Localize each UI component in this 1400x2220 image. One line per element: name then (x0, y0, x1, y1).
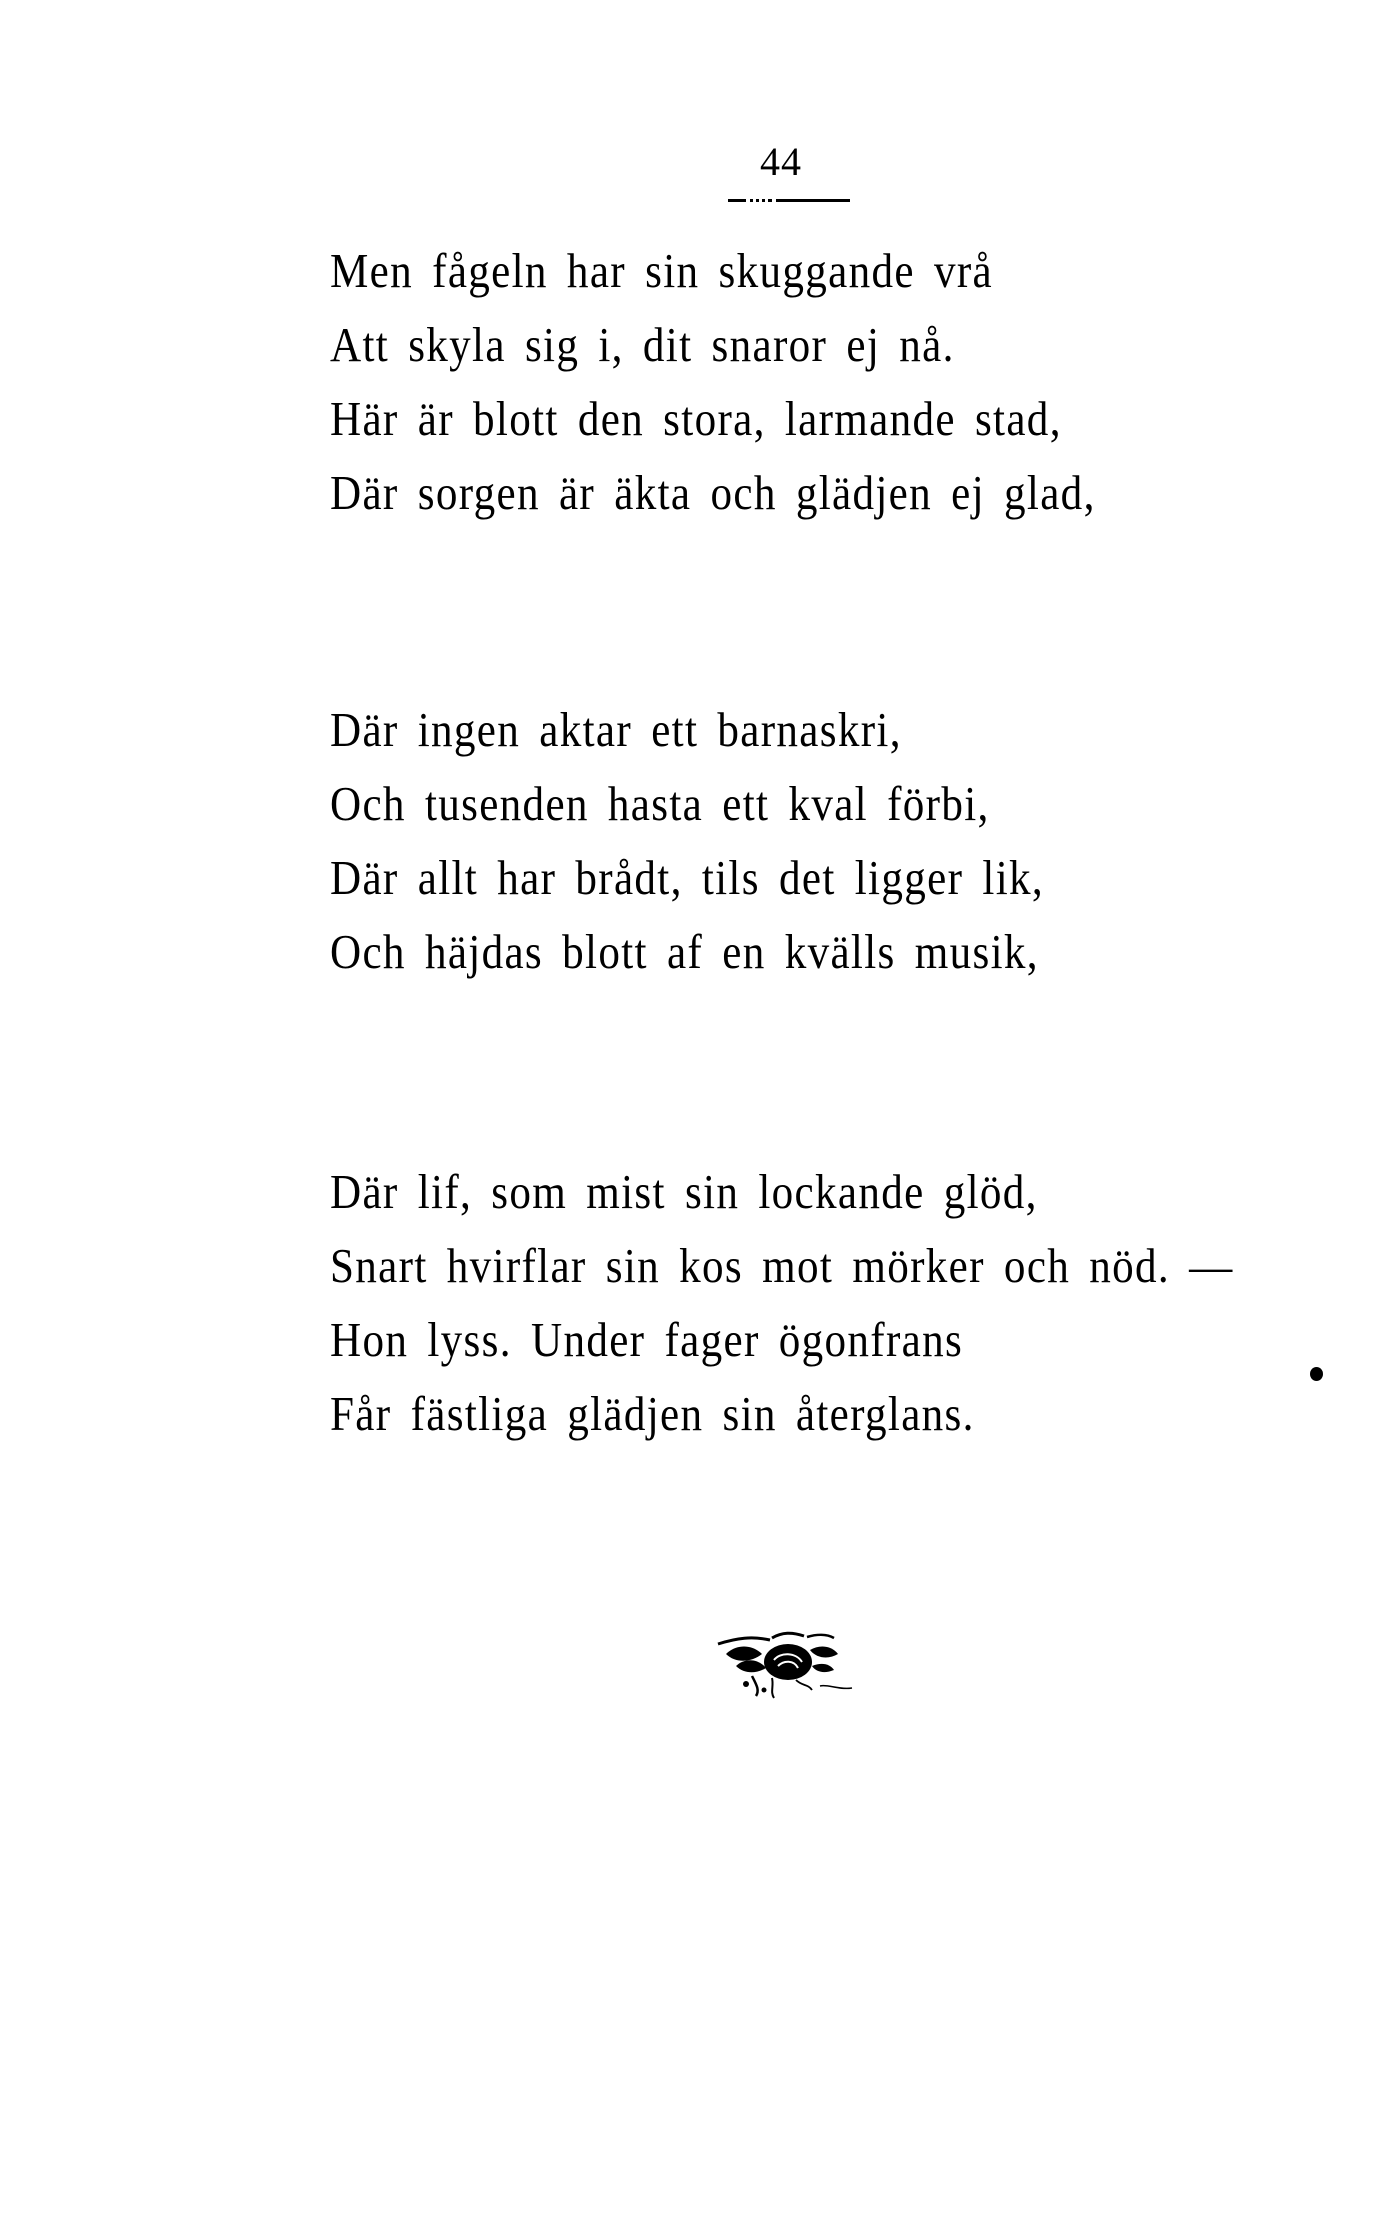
poem-line: Att skyla sig i, dit snaror ej nå. (330, 317, 955, 372)
poem-line: Och tusenden hasta ett kval förbi, (330, 776, 990, 831)
poem-line: Där ingen aktar ett barnaskri, (330, 702, 902, 757)
poem-line: Där allt har brådt, tils det ligger lik, (330, 850, 1044, 905)
floral-vignette-icon (712, 1620, 862, 1700)
poem-line: Men fågeln har sin skuggande vrå (330, 243, 993, 298)
page-number-rule (728, 199, 850, 202)
poem-line: Där lif, som mist sin lockande glöd, (330, 1164, 1038, 1219)
stanza-2 (330, 693, 1141, 989)
poem-line: Snart hvirflar sin kos mot mörker och nöd. — (330, 1238, 1234, 1293)
poem-line: Får fästliga glädjen sin återglans. (330, 1386, 975, 1441)
stanza-3 (330, 1155, 1357, 1451)
page-number: 44 (760, 139, 802, 184)
poem-line: Hon lyss. Under fager ögonfrans (330, 1312, 964, 1367)
poem-line: Här är blott den stora, larmande stad, (330, 391, 1062, 446)
ink-dot (1310, 1367, 1323, 1381)
poem-line: Där sorgen är äkta och glädjen ej glad, (330, 465, 1096, 520)
stanza-1 (330, 234, 1200, 530)
poem-line: Och häjdas blott af en kvälls musik, (330, 924, 1039, 979)
